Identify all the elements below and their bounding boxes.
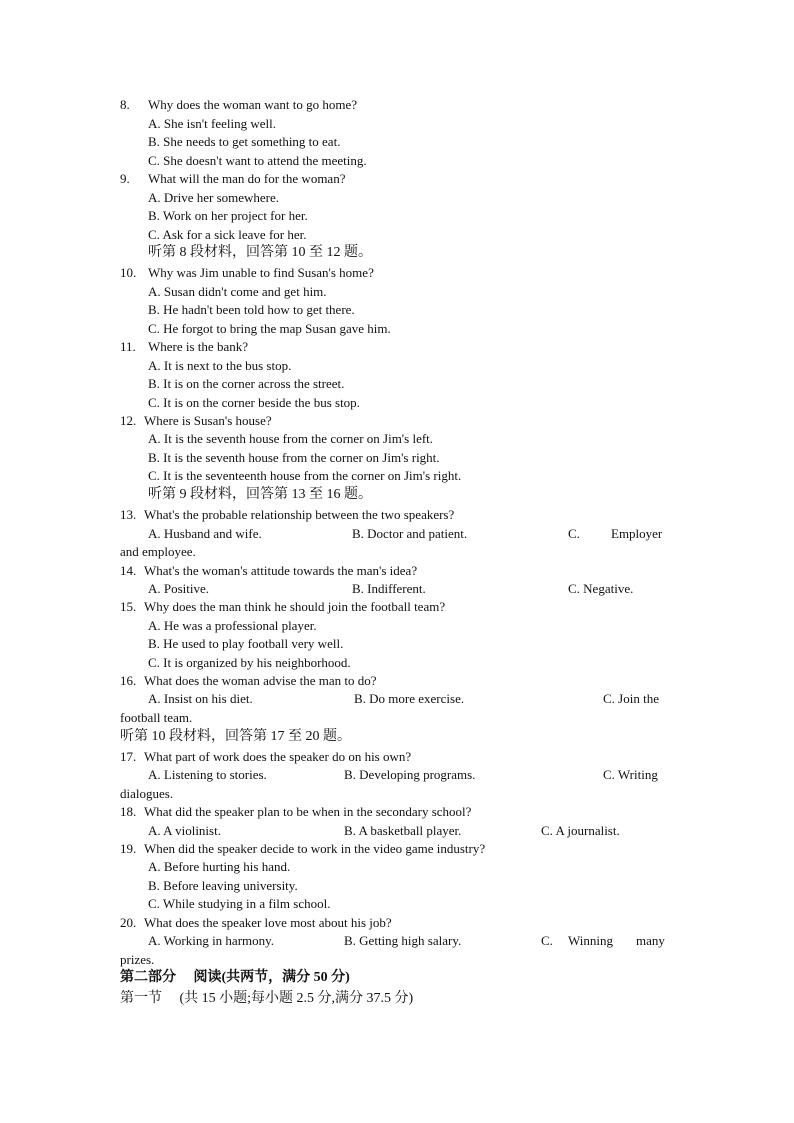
option-text: many [636,933,665,948]
question-number: 16. [120,673,137,688]
option: B. He used to play football very well. [148,636,344,651]
option: A. He was a professional player. [148,618,317,633]
question-text: What's the probable relationship between the two speakers? [144,507,455,522]
question-text: What does the speaker love most about his job? [144,915,392,930]
option: C. Writing [603,767,658,782]
question-number: 19. [120,841,137,856]
option: A. Working in harmony. [148,933,275,948]
question-11 [120,338,248,356]
question-15 [120,598,445,616]
option: C. It is the seventeenth house from the corner on Jim's right. [148,468,462,483]
question-12 [120,412,272,430]
option-label: C. [541,933,553,948]
question-20 [120,914,392,932]
option: C. Ask for a sick leave for her. [148,227,307,242]
part-two-header: 第二部分 阅读(共两节，满分 50 分) [120,970,350,985]
option-text-continued: dialogues. [120,786,174,801]
question-text: What's the woman's attitude towards the man's idea? [144,563,418,578]
option: B. Before leaving university. [148,878,298,893]
question-16 [120,672,377,690]
question-number: 17. [120,749,137,764]
section-header-9: 听第 9 段材料，回答第 13 至 16 题。 [148,487,372,502]
question-number: 10. [120,265,137,280]
question-17 [120,748,411,766]
question-number: 15. [120,599,137,614]
option: C. It is on the corner beside the bus stop. [148,395,360,410]
option: C. She doesn't want to attend the meeting. [148,153,367,168]
option: A. It is next to the bus stop. [148,358,292,373]
question-text: Why does the man think he should join the football team? [144,599,446,614]
option: B. Work on her project for her. [148,208,308,223]
option: A. A violinist. [148,823,221,838]
option: A. Susan didn't come and get him. [148,284,327,299]
option: A. Before hurting his hand. [148,859,291,874]
section-header-8: 听第 8 段材料，回答第 10 至 12 题。 [148,245,372,260]
option: C. Negative. [568,581,634,596]
question-text: When did the speaker decide to work in the video game industry? [144,841,486,856]
question-number: 8. [120,97,130,112]
option: A. Listening to stories. [148,767,267,782]
question-text: What part of work does the speaker do on his own? [144,749,412,764]
question-text: What will the man do for the woman? [148,171,346,186]
question-number: 14. [120,563,137,578]
question-number: 12. [120,413,137,428]
option: A. Drive her somewhere. [148,190,280,205]
question-text: Where is Susan's house? [144,413,272,428]
question-number: 18. [120,804,137,819]
option-label: C. [568,526,580,541]
option: B. He hadn't been told how to get there. [148,302,355,317]
question-number: 20. [120,915,137,930]
option: A. Insist on his diet. [148,691,253,706]
option-text-continued: and employee. [120,544,196,559]
question-9 [120,170,345,188]
option: B. She needs to get something to eat. [148,134,341,149]
option: B. It is the seventh house from the corner on Jim's right. [148,450,440,465]
option-text-continued: football team. [120,710,193,725]
option: B. Getting high salary. [344,933,462,948]
option: B. Indifferent. [352,581,426,596]
option: B. It is on the corner across the street. [148,376,345,391]
option: C. Join the [603,691,659,706]
option: B. Developing programs. [344,767,476,782]
option: C. He forgot to bring the map Susan gave him. [148,321,391,336]
question-18 [120,803,471,821]
option: C. A journalist. [541,823,620,838]
option-text: Employer [611,526,663,541]
section-header-10: 听第 10 段材料，回答第 17 至 20 题。 [120,729,351,744]
option: A. It is the seventh house from the corner on Jim's left. [148,431,434,446]
option: B. A basketball player. [344,823,462,838]
option-text-continued: prizes. [120,952,155,967]
question-text: Why does the woman want to go home? [148,97,358,112]
option: A. Husband and wife. [148,526,262,541]
question-text: Why was Jim unable to find Susan's home? [148,265,374,280]
option: B. Doctor and patient. [352,526,468,541]
question-text: Where is the bank? [148,339,248,354]
option-text: Winning [568,933,613,948]
section-one-header: 第一节 (共 15 小题;每小题 2.5 分,满分 37.5 分) [120,991,414,1006]
option: B. Do more exercise. [354,691,465,706]
question-13 [120,506,454,524]
question-10 [120,264,374,282]
question-number: 9. [120,171,130,186]
question-number: 13. [120,507,137,522]
question-14 [120,562,417,580]
option: A. She isn't feeling well. [148,116,276,131]
question-text: What did the speaker plan to be when in the secondary school? [144,804,472,819]
option: A. Positive. [148,581,210,596]
question-8 [120,96,357,114]
question-text: What does the woman advise the man to do? [144,673,377,688]
question-19 [120,840,485,858]
option: C. While studying in a film school. [148,896,331,911]
option: C. It is organized by his neighborhood. [148,655,351,670]
question-number: 11. [120,339,136,354]
